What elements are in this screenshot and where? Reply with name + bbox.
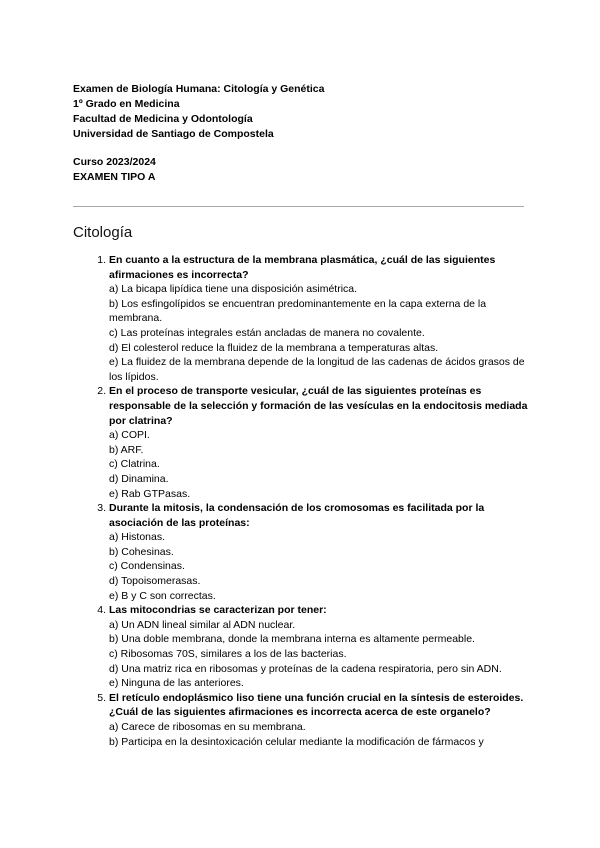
answer-option: d) Topoisomerasas. — [109, 575, 201, 588]
question-2 — [88, 384, 528, 501]
answer-option: b) Participa en la desintoxicación celular mediante la modificación de fármacos y — [109, 735, 484, 748]
faculty-line: Facultad de Medicina y Odontología — [73, 113, 253, 125]
question-1 — [88, 253, 528, 384]
question-number: 3. — [97, 502, 106, 515]
section-title: Citología — [73, 224, 133, 241]
answer-option: c) Condensinas. — [109, 560, 185, 573]
question-text: Las mitocondrias se caracterizan por tener: — [109, 604, 327, 617]
answer-option: e) Ninguna de las anteriores. — [109, 677, 244, 690]
question-3 — [88, 501, 528, 603]
question-4 — [88, 603, 528, 691]
course-year: Curso 2023/2024 — [73, 156, 156, 168]
answer-option: d) Una matriz rica en ribosomas y proteínas de la cadena respiratoria, pero sin ADN. — [109, 662, 502, 675]
exam-type: EXAMEN TIPO A — [73, 171, 156, 183]
answer-option: e) La fluidez de la membrana depende de la longitud de las cadenas de ácidos grasos de los lípidos. — [109, 356, 525, 383]
question-list — [88, 253, 528, 749]
answer-option: c) Clatrina. — [109, 458, 160, 471]
exam-header — [73, 82, 324, 142]
course-info — [73, 155, 156, 185]
answer-option: a) Un ADN lineal similar al ADN nuclear. — [109, 618, 296, 631]
horizontal-divider — [73, 206, 524, 207]
exam-title: Examen de Biología Humana: Citología y Genética — [73, 83, 325, 95]
answer-option: e) B y C son correctas. — [109, 589, 216, 602]
degree-line: 1º Grado en Medicina — [73, 98, 180, 110]
answer-option: c) Las proteínas integrales están ancladas de manera no covalente. — [109, 326, 425, 339]
question-number: 5. — [97, 691, 106, 704]
answer-option: b) Una doble membrana, donde la membrana interna es altamente permeable. — [109, 633, 475, 646]
answer-option: c) Ribosomas 70S, similares a los de las bacterias. — [109, 648, 347, 661]
answer-option: a) La bicapa lipídica tiene una disposición asimétrica. — [109, 283, 358, 296]
answer-option: b) ARF. — [109, 443, 144, 456]
university-line: Universidad de Santiago de Compostela — [73, 128, 274, 140]
question-number: 4. — [97, 604, 106, 617]
answer-option: d) El colesterol reduce la fluidez de la membrana a temperaturas altas. — [109, 341, 439, 354]
question-number: 1. — [97, 254, 106, 266]
question-5 — [88, 691, 528, 749]
answer-option: b) Los esfingolípidos se encuentran predominantemente en la capa externa de la membrana. — [109, 297, 487, 325]
answer-option: a) Histonas. — [109, 531, 166, 544]
question-text: En el proceso de transporte vesicular, ¿cuál de las siguientes proteínas es responsable de la selección y formación de las vesículas en la endocitosis mediada por clatrina? — [109, 385, 528, 427]
answer-option: d) Dinamina. — [109, 472, 169, 485]
answer-option: a) Carece de ribosomas en su membrana. — [109, 721, 306, 733]
question-text: En cuanto a la estructura de la membrana plasmática, ¿cuál de las siguientes afirmaciones es incorrecta? — [109, 254, 496, 281]
question-text: El retículo endoplásmico liso tiene una función crucial en la síntesis de esteroides. ¿Cuál de las siguientes afirmaciones es incorrecta acerca de este organelo? — [109, 691, 524, 719]
question-number: 2. — [97, 385, 106, 398]
answer-option: a) COPI. — [109, 429, 150, 442]
question-text: Durante la mitosis, la condensación de los cromosomas es facilitada por la asociación de las proteínas: — [109, 502, 485, 529]
answer-option: e) Rab GTPasas. — [109, 487, 191, 500]
answer-option: b) Cohesinas. — [109, 545, 174, 558]
